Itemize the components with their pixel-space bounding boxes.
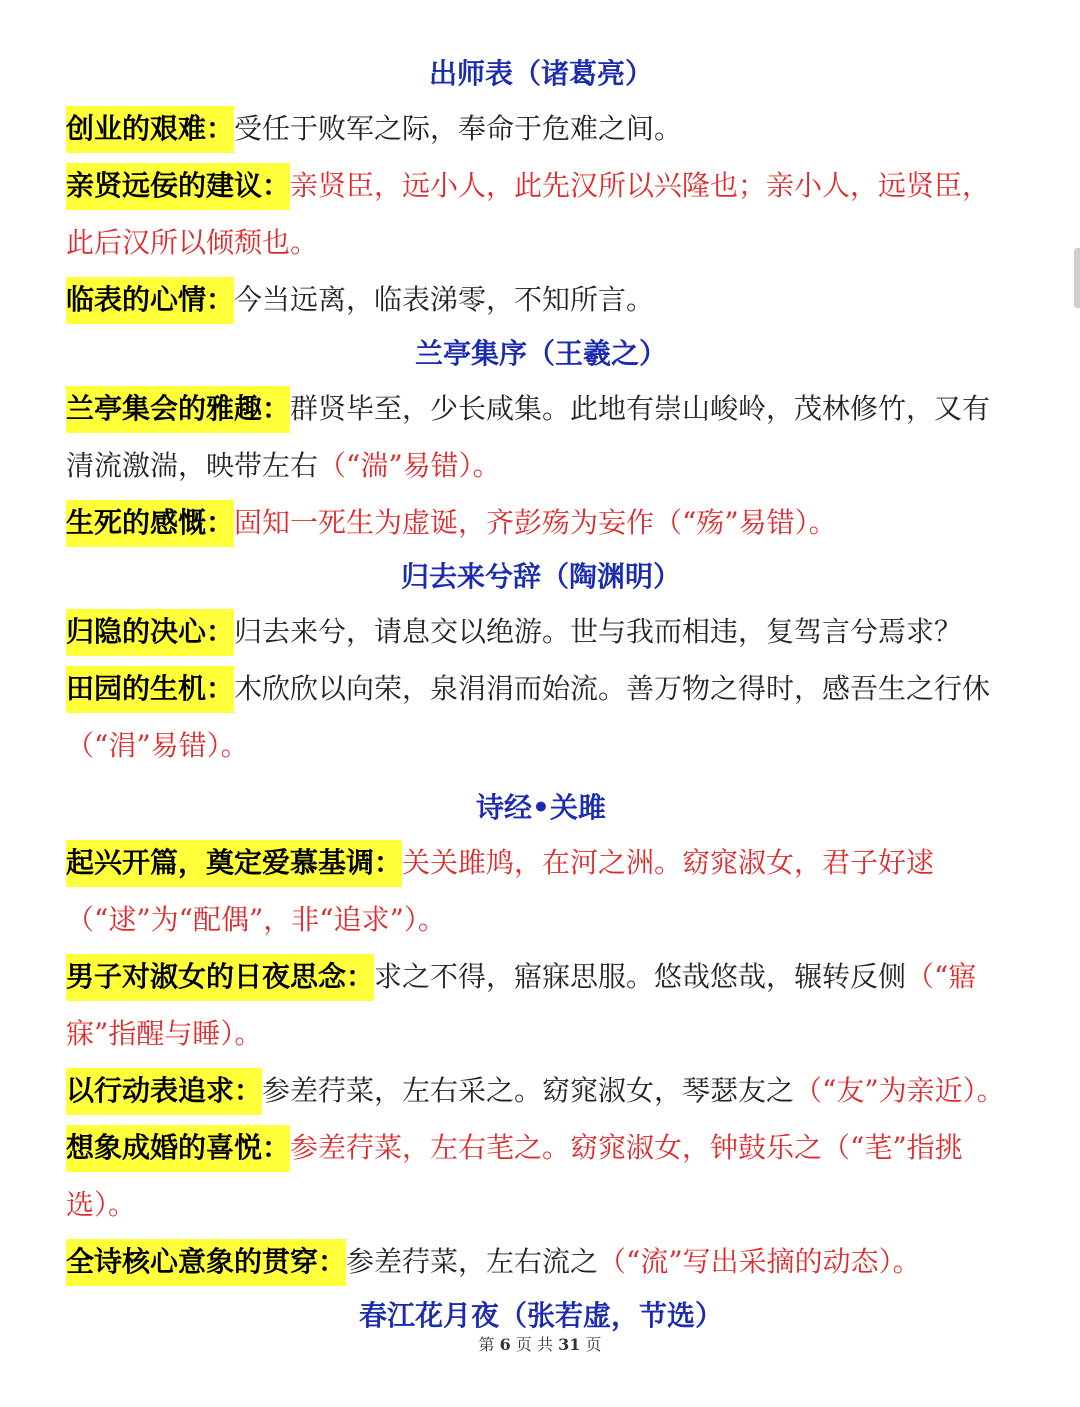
- page-footer: [0, 1332, 1080, 1355]
- section-title: 出师表（诸葛亮）: [428, 57, 653, 90]
- entry-label: 归隐的决心：: [66, 609, 234, 656]
- entry-label: 起兴开篇，奠定爱慕基调：: [66, 840, 402, 887]
- entry-text: 群贤毕至，少长咸集。此地有崇山峻岭，茂林修竹，又有清流激湍，映带左右: [66, 392, 991, 482]
- entry-label: 想象成婚的喜悦：: [66, 1125, 290, 1172]
- entry: [66, 1233, 1016, 1290]
- entry-text: 参差荇菜，左右采之。窈窕淑女，琴瑟友之: [262, 1074, 795, 1107]
- entry: [66, 157, 1016, 271]
- entry-note: （“流”写出采摘的动态）。: [598, 1245, 921, 1278]
- section-title: 春江花月夜（张若虚，节选）: [358, 1299, 723, 1332]
- entry-label: 男子对淑女的日夜思念：: [66, 954, 374, 1001]
- entry-text: 参差荇菜，左右流之: [346, 1245, 599, 1278]
- entry: [66, 948, 1016, 1062]
- entry: [66, 1062, 1016, 1119]
- entry: [66, 603, 1016, 660]
- section-title: 诗经•关雎: [476, 791, 606, 824]
- section-title: 归去来兮辞（陶渊明）: [400, 560, 681, 593]
- entry: [66, 494, 1016, 551]
- entry: [66, 100, 1016, 157]
- entry-label: 全诗核心意象的贯穿：: [66, 1239, 346, 1286]
- entry-text: 受任于败军之际，奉命于危难之间。: [234, 112, 683, 145]
- scrollbar-thumb[interactable]: [1074, 248, 1080, 308]
- entry-text: 木欣欣以向荣，泉涓涓而始流。善万物之得时，感吾生之行休: [234, 672, 991, 705]
- entry-text: 归去来兮，请息交以绝游。世与我而相违，复驾言兮焉求？: [234, 615, 963, 648]
- entry-label: 亲贤远佞的建议：: [66, 163, 290, 210]
- entry-note: （“涓”易错）。: [66, 729, 249, 762]
- entry-text: 固知一死生为虚诞，齐彭殇为妄作（“殇”易错）。: [234, 506, 837, 539]
- footer-page-number: 6: [499, 1335, 511, 1354]
- entry-label: 生死的感慨：: [66, 500, 234, 547]
- footer-total-pages: 31: [558, 1335, 581, 1354]
- entry-note: （“寤寐”指醒与睡）。: [66, 960, 977, 1050]
- content-body: [66, 48, 1016, 1342]
- entry-label: 临表的心情：: [66, 277, 234, 324]
- footer-middle: 页 共: [515, 1335, 553, 1354]
- entry: [66, 660, 1016, 774]
- entry-label: 田园的生机：: [66, 666, 234, 713]
- entry-text: 求之不得，寤寐思服。悠哉悠哉，辗转反侧: [374, 960, 907, 993]
- entry-text: 关关雎鸠，在河之洲。窈窕淑女，君子好逑（“逑”为“配偶”，非“追求”）。: [66, 846, 935, 936]
- footer-prefix: 第: [478, 1335, 495, 1354]
- entry: [66, 271, 1016, 328]
- footer-suffix: 页: [585, 1335, 602, 1354]
- entry: [66, 380, 1016, 494]
- entry-label: 兰亭集会的雅趣：: [66, 386, 290, 433]
- entry: [66, 834, 1016, 948]
- entry-note: （“湍”易错）。: [318, 449, 501, 482]
- section-title: 兰亭集序（王羲之）: [414, 337, 667, 370]
- entry-label: 以行动表追求：: [66, 1068, 262, 1115]
- entry-text: 今当远离，临表涕零，不知所言。: [234, 283, 655, 316]
- entry-text: 亲贤臣，远小人，此先汉所以兴隆也；亲小人，远贤臣，此后汉所以倾颓也。: [66, 169, 991, 259]
- entry-text: 参差荇菜，左右芼之。窈窕淑女，钟鼓乐之（“芼”指挑选）。: [66, 1131, 963, 1221]
- entry: [66, 1119, 1016, 1233]
- entry-note: （“友”为亲近）。: [794, 1074, 1005, 1107]
- entry-label: 创业的艰难：: [66, 106, 234, 153]
